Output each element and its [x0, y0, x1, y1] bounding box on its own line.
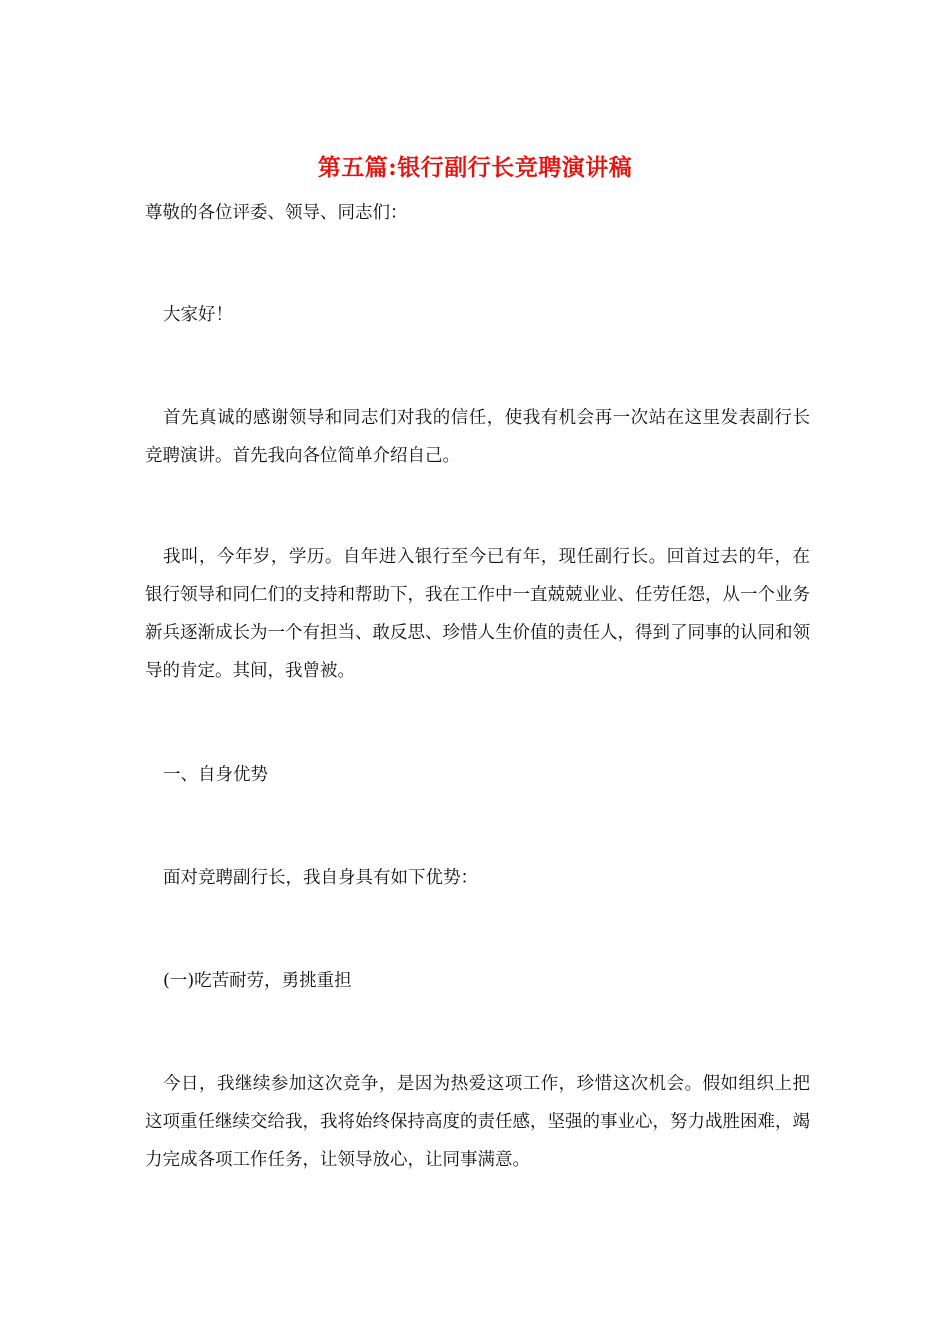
paragraph-intro: 首先真诚的感谢领导和同志们对我的信任，使我有机会再一次站在这里发表副行长竞聘演讲。首先我向各位简单介绍自己。: [145, 408, 810, 466]
document-title: 第五篇:银行副行长竞聘演讲稿: [317, 154, 633, 181]
salutation: 尊敬的各位评委、领导、同志们：: [145, 203, 408, 223]
paragraph-bio: 我叫，今年岁，学历。自年进入银行至今已有年，现任副行长。回首过去的年，在银行领导和同仁们的支持和帮助下，我在工作中一直兢兢业业、任劳任怨，从一个业务新兵逐渐成长为一个有担当、敢反思、珍惜人生价值的责任人，得到了同事的认同和领导的肯定。其间，我曾被。: [145, 547, 810, 681]
section-intro: 面对竞聘副行长，我自身具有如下优势：: [163, 868, 478, 888]
section-heading: 一、自身优势: [163, 765, 268, 785]
greeting: 大家好！: [163, 305, 233, 325]
paragraph-today: 今日，我继续参加这次竞争，是因为热爱这项工作，珍惜这次机会。假如组织上把这项重任继续交给我，我将始终保持高度的责任感，坚强的事业心，努力战胜困难，竭力完成各项工作任务，让领导放心，让同事满意。: [145, 1074, 810, 1170]
subsection-heading: (一)吃苦耐劳，勇挑重担: [163, 971, 352, 991]
